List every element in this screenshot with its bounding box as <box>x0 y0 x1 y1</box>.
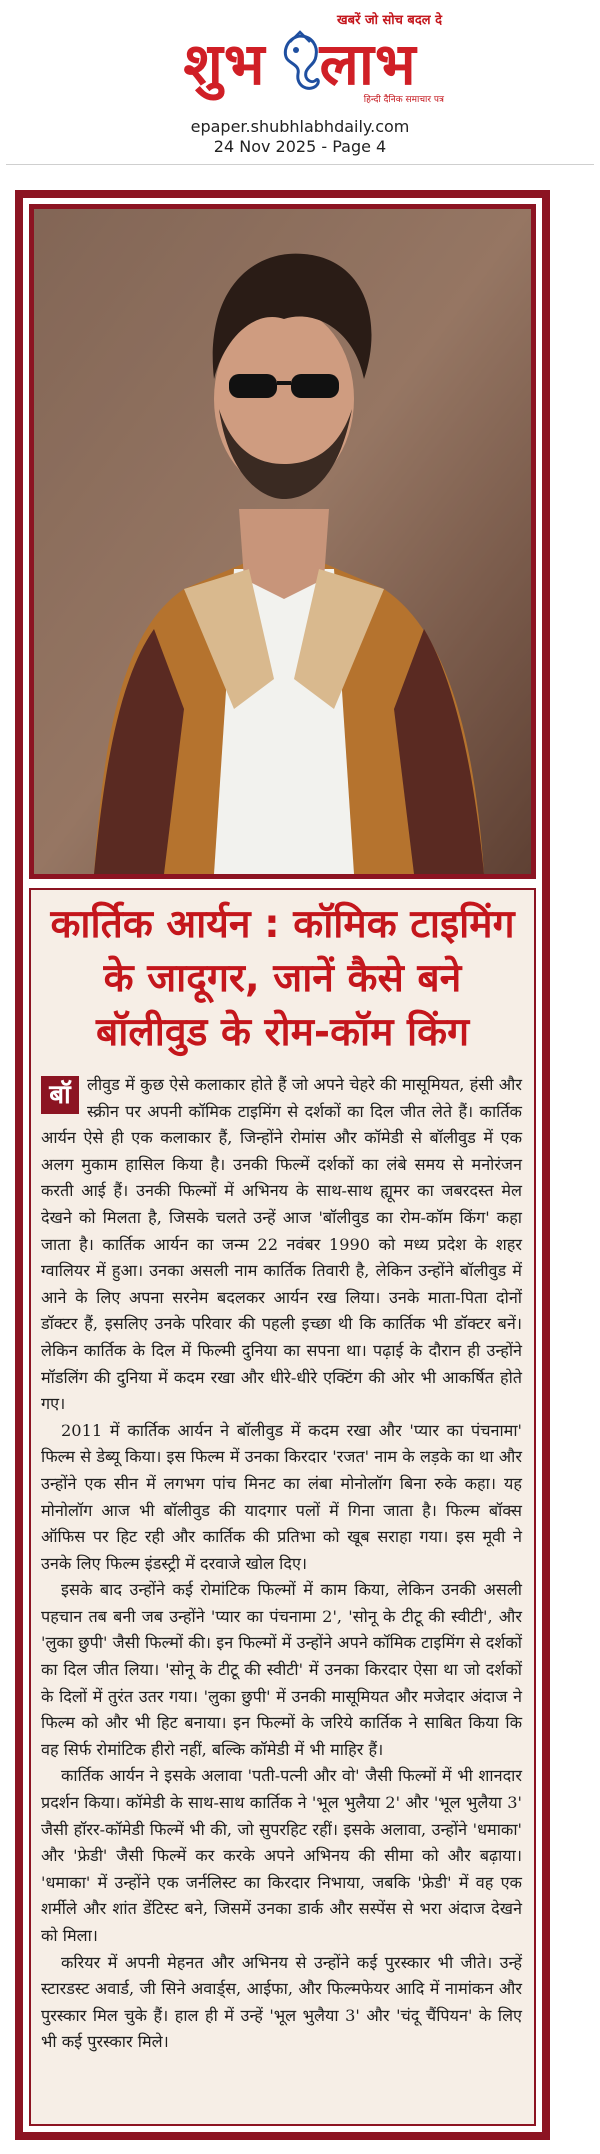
paragraph-4: कार्तिक आर्यन ने इसके अलावा 'पती-पत्नी और वो' जैसी फिल्मों में भी शानदार प्रदर्शन किया। कॉमेडी के साथ-साथ कार्तिक ने 'भूल भुलैया 2' और 'भूल भुलैया 3' जैसी हॉरर-कॉमेडी फिल्में भी की, जो सुपरहिट रहीं। इसके अलावा, उन्होंने 'धमाका' और 'फ्रेडी' जैसी फिल्में कर करके अपने अभिनय की सीमा को और बढ़ाया। 'धमाका' में उन्होंने एक जर्नलिस्ट का किरदार निभाया, जबकि 'फ्रेडी' में वह एक शर्मीले और शांत डेंटिस्ट बने, जिसमें उनका डार्क और सस्पेंस से भरा अंदाज देखने को मिला। <box>41 1766 522 1945</box>
site-url[interactable]: epaper.shubhlabhdaily.com <box>190 117 410 136</box>
paragraph-2: 2011 में कार्तिक आर्यन ने बॉलीवुड में कदम रखा और 'प्यार का पंचनामा' फिल्म से डेब्यू किया। इस फिल्म में उनका किरदार 'रजत' नाम के लड़के का था और उन्होंने एक सीन में लगभग पांच मिनट का लंबा मोनोलॉग बिना रुके कहा। यह मोनोलॉग आज भी बॉलीवुड की यादगार पलों में गिना जाता है। फिल्म बॉक्स ऑफिस पर हिट रही और कार्तिक की प्रतिभा को खूब सराहा गया। इस मूवी ने उनके लिए फिल्म इंडस्ट्री में दरवाजे खोल दिए। <box>41 1420 522 1573</box>
photo-frame <box>29 204 536 879</box>
paragraph-5: करियर में अपनी मेहनत और अभिनय से उन्होंने कई पुरस्कार भी जीते। उन्हें स्टारडस्ट अवार्ड, जी सिने अवार्ड्स, आईफा, और फिल्मफेयर आदि में नामांकन और पुरस्कार मिल चुके हैं। हाल ही में उन्हें 'भूल भुलैया 3' और 'चंदू चैंपियन' के लिए भी कई पुरस्कार मिले। <box>41 1952 522 2052</box>
logo-subtagline: हिन्दी दैनिक समाचार पत्र <box>363 95 444 105</box>
article-headline <box>31 898 534 1060</box>
article-frame <box>15 190 550 2140</box>
article-text <box>41 1072 522 2056</box>
masthead <box>0 0 600 175</box>
portrait-illustration <box>34 209 531 874</box>
drop-cap: बॉ <box>41 1076 79 1114</box>
paragraph-1-text: लीवुड में कुछ ऐसे कलाकार होते हैं जो अपने चेहरे की मासूमियत, हंसी और स्क्रीन पर अपनी कॉमिक टाइमिंग से दर्शकों का दिल जीत लेते हैं। कार्तिक आर्यन ऐसे ही एक कलाकार हैं, जिन्होंने रोमांस और कॉमेडी से बॉलीवुड में एक अलग मुकाम हासिल किया है। उनकी फिल्में दर्शकों का लंबे समय से मनोरंजन करती आई हैं। उनकी फिल्मों में अभिनय के साथ-साथ ह्यूमर का जबरदस्त मेल देखने को मिलता है, जिसके चलते उन्हें आज 'बॉलीवुड का रोम-कॉम किंग' कहा जाता है। कार्तिक आर्यन का जन्म 22 नवंबर 1990 को मध्य प्रदेश के शहर ग्वालियर में हुआ। उनका असली नाम कार्तिक तिवारी है, लेकिन उन्होंने बॉलीवुड में आने के लिए अपना सरनेम बदलकर आर्यन रख लिया। उनके माता-पिता दोनों डॉक्टर हैं, इसलिए उनके परिवार की पहली इच्छा थी कि कार्तिक भी डॉक्टर बनें। लेकिन कार्तिक के दिल में फिल्मी दुनिया का सपना था। पढ़ाई के दौरान ही उन्होंने मॉडलिंग की दुनिया में कदम रखा और धीरे-धीरे एक्टिंग की ओर भी आकर्षित होते गए। <box>41 1075 522 1414</box>
headline-line-2: के जादूगर, जानें कैसे बने <box>103 956 462 1001</box>
article-body <box>29 888 536 2126</box>
logo-word-right: लाभ <box>319 30 417 98</box>
paragraph-3: इसके बाद उन्होंने कई रोमांटिक फिल्मों में काम किया, लेकिन उनकी असली पहचान तब बनी जब उन्होंने 'प्यार का पंचनामा 2', 'सोनू के टीटू की स्वीटी', और 'लुका छुपी' जैसी फिल्मों की। इन फिल्मों में उन्होंने अपने कॉमिक टाइमिंग से दर्शकों का दिल जीत लिया। 'सोनू के टीटू की स्वीटी' में उनका किरदार ऐसा था जो दर्शकों के दिलों में तुरंत उतर गया। 'लुका छुपी' में उनकी मासूमियत और मजेदार अंदाज ने फिल्म को और भी हिट बनाया। इन फिल्मों के जरिये कार्तिक ने साबित किया कि वह सिर्फ रोमांटिक हीरो नहीं, बल्कि कॉमेडी में भी माहिर हैं। <box>41 1580 522 1759</box>
logo-tagline: खबरें जो सोच बदल दे <box>337 13 442 28</box>
ganesh-icon <box>272 30 328 94</box>
headline-line-3: बॉलीवुड के रोम-कॉम किंग <box>95 1010 470 1055</box>
logo-word-left: शुभ <box>183 30 266 98</box>
article-photo[interactable] <box>34 209 531 874</box>
paragraph-1 <box>41 1072 522 1418</box>
newspaper-logo[interactable] <box>150 8 450 108</box>
masthead-divider <box>6 164 594 165</box>
article-inner <box>23 198 542 2132</box>
headline-line-1: कार्तिक आर्यन : कॉमिक टाइमिंग <box>50 902 515 947</box>
edition-date: 24 Nov 2025 - Page 4 <box>213 137 387 156</box>
